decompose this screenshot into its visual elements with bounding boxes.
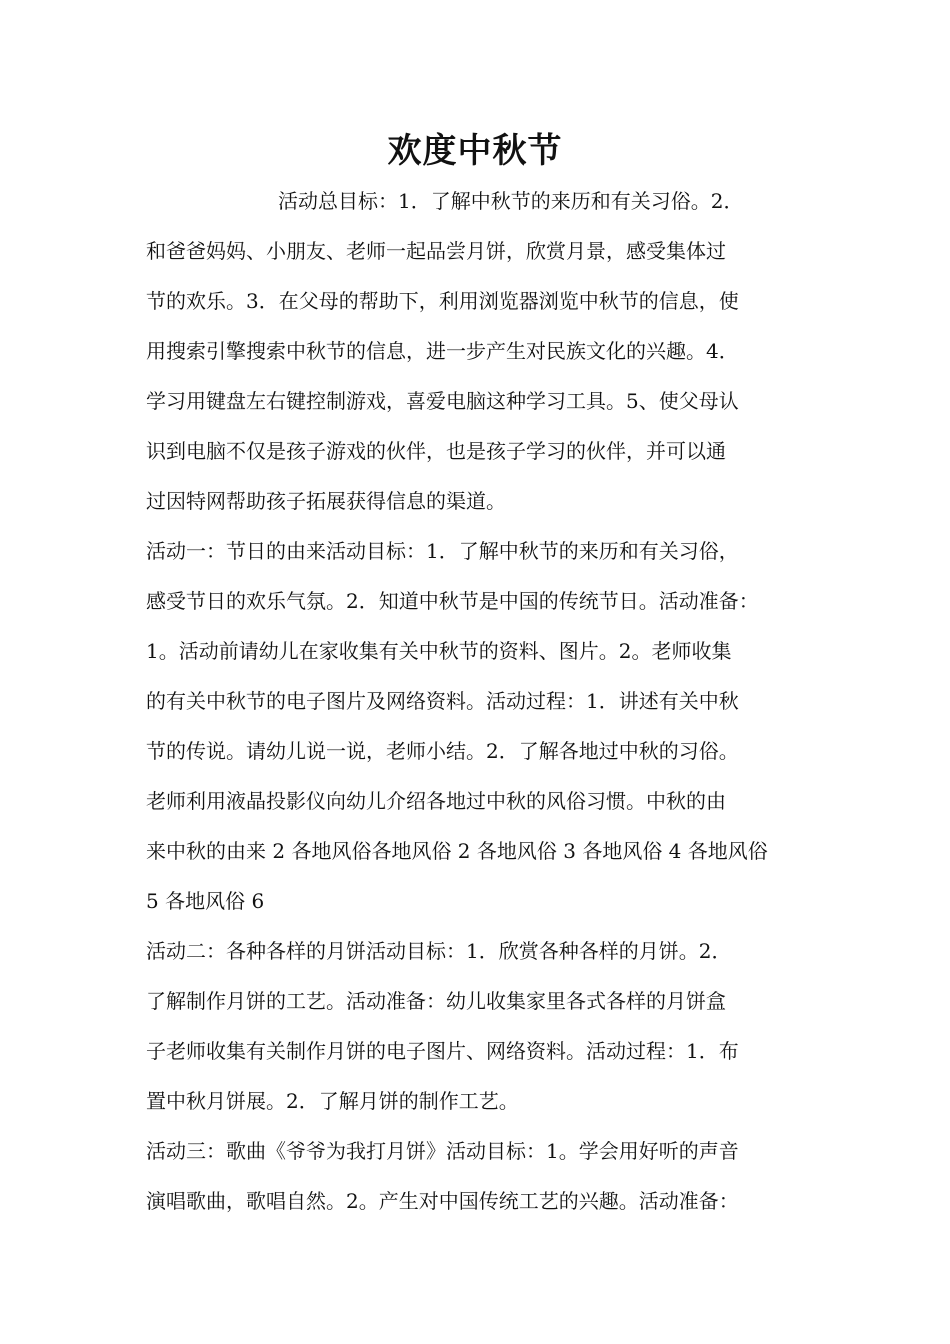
- text-line: 感受节日的欢乐气氛。2．知道中秋节是中国的传统节日。活动准备：: [146, 589, 759, 613]
- text-line: 用搜索引擎搜索中秋节的信息，进一步产生对民族文化的兴趣。4．: [146, 339, 739, 363]
- text-line: 老师利用液晶投影仪向幼儿介绍各地过中秋的风俗习惯。中秋的由: [146, 789, 726, 813]
- text-line: 节的欢乐。3．在父母的帮助下，利用浏览器浏览中秋节的信息，使: [146, 289, 739, 313]
- text-line: 节的传说。请幼儿说一说，老师小结。2．了解各地过中秋的习俗。: [146, 739, 739, 763]
- text-line: 活动一：节日的由来活动目标：1．了解中秋节的来历和有关习俗，: [146, 539, 739, 563]
- text-line: 识到电脑不仅是孩子游戏的伙伴，也是孩子学习的伙伴，并可以通: [146, 439, 726, 463]
- document-body: [146, 182, 818, 1232]
- text-line: 活动二：各种各样的月饼活动目标：1．欣赏各种各样的月饼。2．: [146, 939, 732, 963]
- paragraph-activity-1: [146, 532, 818, 920]
- text-line: 5 各地风俗 6: [146, 889, 265, 913]
- text-line: 置中秋月饼展。2．了解月饼的制作工艺。: [146, 1089, 519, 1113]
- paragraph-activity-3: [146, 1132, 818, 1220]
- paragraph-goal: [146, 182, 818, 520]
- text-line: 子老师收集有关制作月饼的电子图片、网络资料。活动过程：1．布: [146, 1039, 739, 1063]
- text-line: 演唱歌曲，歌唱自然。2。产生对中国传统工艺的兴趣。活动准备：: [146, 1189, 739, 1213]
- text-line: 来中秋的由来 2 各地风俗各地风俗 2 各地风俗 3 各地风俗 4 各地风俗: [146, 839, 768, 863]
- text-line: 的有关中秋节的电子图片及网络资料。活动过程：1．讲述有关中秋: [146, 689, 739, 713]
- text-line: 活动总目标：1．了解中秋节的来历和有关习俗。2．: [278, 189, 744, 213]
- paragraph-activity-2: [146, 932, 818, 1120]
- document-title: 欢度中秋节: [387, 131, 563, 171]
- text-line: 了解制作月饼的工艺。活动准备：幼儿收集家里各式各样的月饼盒: [146, 989, 726, 1013]
- text-line: 和爸爸妈妈、小朋友、老师一起品尝月饼，欣赏月景，感受集体过: [146, 239, 726, 263]
- text-line: 学习用键盘左右键控制游戏，喜爱电脑这种学习工具。5、使父母认: [146, 389, 739, 413]
- text-line: 过因特网帮助孩子拓展获得信息的渠道。: [146, 489, 506, 513]
- text-line: 活动三：歌曲《爷爷为我打月饼》活动目标：1。学会用好听的声音: [146, 1139, 739, 1163]
- text-line: 1。活动前请幼儿在家收集有关中秋节的资料、图片。2。老师收集: [146, 639, 732, 663]
